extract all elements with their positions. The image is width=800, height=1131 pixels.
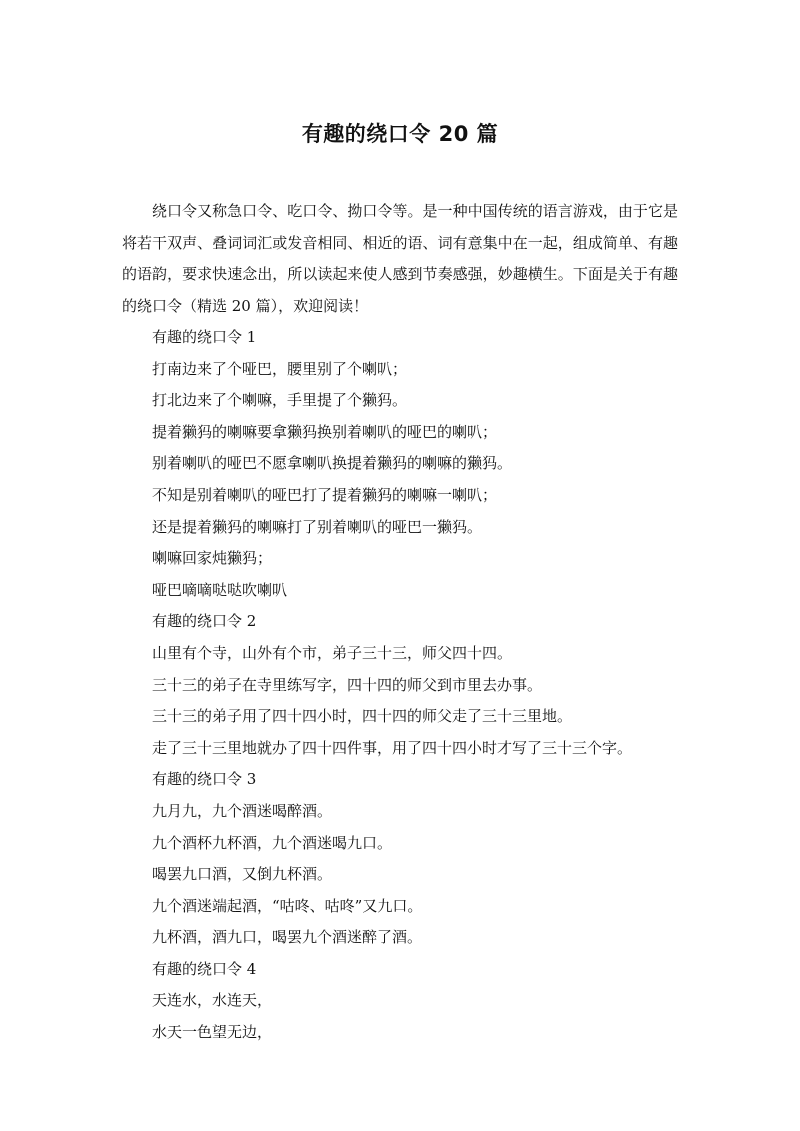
text-line: 还是提着獭犸的喇嘛打了别着喇叭的哑巴一獭犸。 [152,517,483,536]
intro-paragraph: 绕口令又称急口令、吃口令、拗口令等。是一种中国传统的语言游戏，由于它是将若干双声、叠词词汇或发音相同、相近的语、词有意集中在一起，组成简单、有趣的语韵，要求快速念出，所以读起来使人感到节奏感强，妙趣横生。下面是关于有趣的绕口令（精选 20 篇），欢迎阅读！ [122,202,678,315]
text-line: 喇嘛回家炖獭犸； [152,549,273,568]
text-line: 九个酒杯九杯酒，九个酒迷喝九口。 [152,833,393,852]
text-line: 三十三的弟子用了四十四小时，四十四的师父走了三十三里地。 [152,707,573,726]
text-line: 不知是别着喇叭的哑巴打了提着獭犸的喇嘛一喇叭； [152,485,498,504]
section-heading: 有趣的绕口令 2 [152,612,257,631]
text-line: 山里有个寺，山外有个市，弟子三十三，师父四十四。 [152,643,513,662]
text-line: 九个酒迷端起酒，“咕咚、咕咚”又九口。 [152,896,423,915]
text-line: 喝罢九口酒，又倒九杯酒。 [152,865,333,884]
text-line: 天连水，水连天， [152,991,273,1010]
section-heading: 有趣的绕口令 1 [152,328,257,346]
section-heading: 有趣的绕口令 3 [152,770,257,789]
text-line: 打北边来了个喇嘛，手里提了个獭犸。 [152,391,408,410]
text-line: 九杯酒，酒九口，喝罢九个酒迷醉了酒。 [152,928,423,947]
text-line: 九月九，九个酒迷喝醉酒。 [152,801,333,820]
text-line: 水天一色望无边， [152,1023,273,1042]
text-line: 哑巴嘀嘀哒哒吹喇叭 [152,580,288,599]
section-heading: 有趣的绕口令 4 [152,959,257,978]
document-title: 有趣的绕口令 20 篇 [301,122,499,146]
text-line: 打南边来了个哑巴，腰里别了个喇叭； [152,359,408,378]
text-line: 提着獭犸的喇嘛要拿獭犸换别着喇叭的哑巴的喇叭； [152,422,498,441]
text-line: 别着喇叭的哑巴不愿拿喇叭换提着獭犸的喇嘛的獭犸。 [152,454,513,473]
tongue-twister-lines [152,322,692,1049]
text-line: 走了三十三里地就办了四十四件事，用了四十四小时才写了三十三个字。 [152,738,633,757]
text-line: 三十三的弟子在寺里练写字，四十四的师父到市里去办事。 [152,675,543,694]
